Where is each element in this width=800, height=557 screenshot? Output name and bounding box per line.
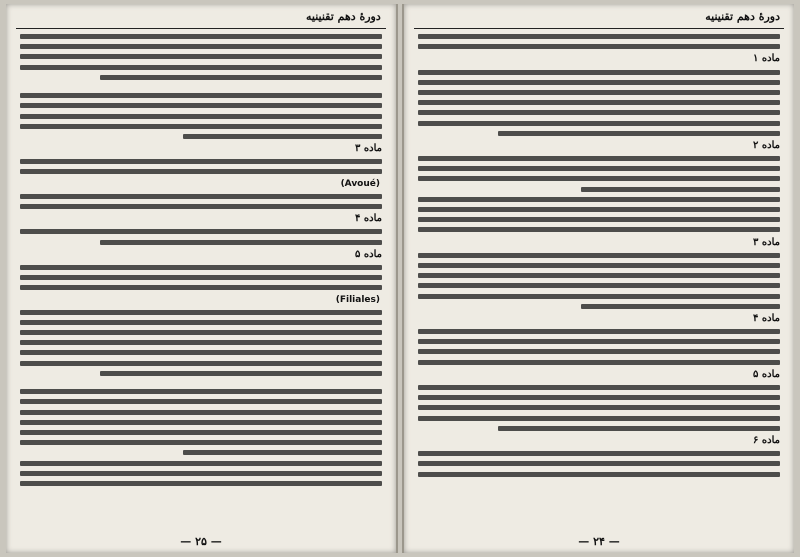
text-line — [20, 440, 382, 445]
text-line — [418, 472, 780, 477]
text-line — [418, 176, 780, 181]
text-line — [20, 103, 382, 108]
text-line — [20, 310, 382, 315]
text-line — [418, 207, 780, 212]
text-line — [418, 253, 780, 258]
text-line — [20, 54, 382, 59]
text-line — [20, 471, 382, 476]
text-line — [20, 399, 382, 404]
text-line — [20, 93, 382, 98]
text-line — [20, 361, 382, 366]
text-line — [20, 44, 382, 49]
text-line — [183, 134, 382, 139]
text-line — [20, 169, 382, 174]
text-line — [418, 121, 780, 126]
left-page-body — [20, 34, 382, 531]
text-line — [418, 329, 780, 334]
text-line — [418, 461, 780, 466]
text-line — [20, 481, 382, 486]
book-spread — [6, 4, 794, 553]
text-line — [20, 410, 382, 415]
text-line — [418, 349, 780, 354]
text-line — [418, 360, 780, 365]
text-line — [418, 80, 780, 85]
text-line — [20, 350, 382, 355]
text-line — [418, 197, 780, 202]
article-heading: ماده ۲ — [753, 139, 780, 151]
header-rule — [414, 28, 784, 29]
text-line — [20, 340, 382, 345]
article-heading: ماده ۳ — [355, 143, 382, 155]
text-line — [418, 405, 780, 410]
text-line — [418, 395, 780, 400]
text-line — [20, 204, 382, 209]
text-line — [20, 229, 382, 234]
article-heading: ماده ۶ — [753, 434, 780, 446]
text-line — [418, 263, 780, 268]
text-line — [418, 166, 780, 171]
right-page-body — [418, 34, 780, 531]
right-page-header: دورهٔ دهم تقنینیه — [705, 10, 780, 23]
text-line — [418, 44, 780, 49]
text-line — [418, 385, 780, 390]
article-heading: ماده ۵ — [355, 248, 382, 260]
text-line — [418, 70, 780, 75]
text-line — [418, 294, 780, 299]
text-line — [418, 110, 780, 115]
text-line — [581, 304, 780, 309]
latin-term: (Avoué) — [340, 178, 380, 189]
article-heading: ماده ۵ — [753, 368, 780, 380]
text-line — [183, 450, 382, 455]
article-heading: ماده ۴ — [355, 213, 382, 225]
text-line — [20, 275, 382, 280]
text-line — [418, 273, 780, 278]
article-heading: ماده ۳ — [753, 236, 780, 248]
right-page — [402, 4, 794, 553]
text-line — [418, 217, 780, 222]
text-line — [20, 65, 382, 70]
text-line — [100, 371, 382, 376]
latin-term: (Filiales) — [335, 294, 380, 305]
left-page-number: — ۲۵ — — [180, 535, 222, 548]
text-line — [20, 461, 382, 466]
text-line — [20, 159, 382, 164]
text-line — [418, 90, 780, 95]
text-line — [498, 131, 780, 136]
text-line — [20, 124, 382, 129]
text-line — [100, 75, 382, 80]
text-line — [20, 420, 382, 425]
text-line — [418, 156, 780, 161]
text-line — [498, 426, 780, 431]
left-page — [6, 4, 398, 553]
text-line — [100, 240, 382, 245]
text-line — [418, 34, 780, 39]
left-page-header: دورهٔ دهم تقنینیه — [306, 10, 381, 23]
text-line — [418, 416, 780, 421]
text-line — [418, 451, 780, 456]
text-line — [20, 320, 382, 325]
text-line — [20, 430, 382, 435]
article-heading: ماده ۱ — [753, 53, 780, 65]
text-line — [20, 114, 382, 119]
text-line — [581, 187, 780, 192]
text-line — [20, 389, 382, 394]
text-line — [418, 227, 780, 232]
text-line — [20, 194, 382, 199]
text-line — [20, 265, 382, 270]
header-rule — [16, 28, 386, 29]
text-line — [418, 339, 780, 344]
right-page-number: — ۲۴ — — [578, 535, 620, 548]
text-line — [418, 100, 780, 105]
text-line — [20, 285, 382, 290]
text-line — [20, 34, 382, 39]
article-heading: ماده ۴ — [753, 312, 780, 324]
text-line — [20, 330, 382, 335]
text-line — [418, 283, 780, 288]
